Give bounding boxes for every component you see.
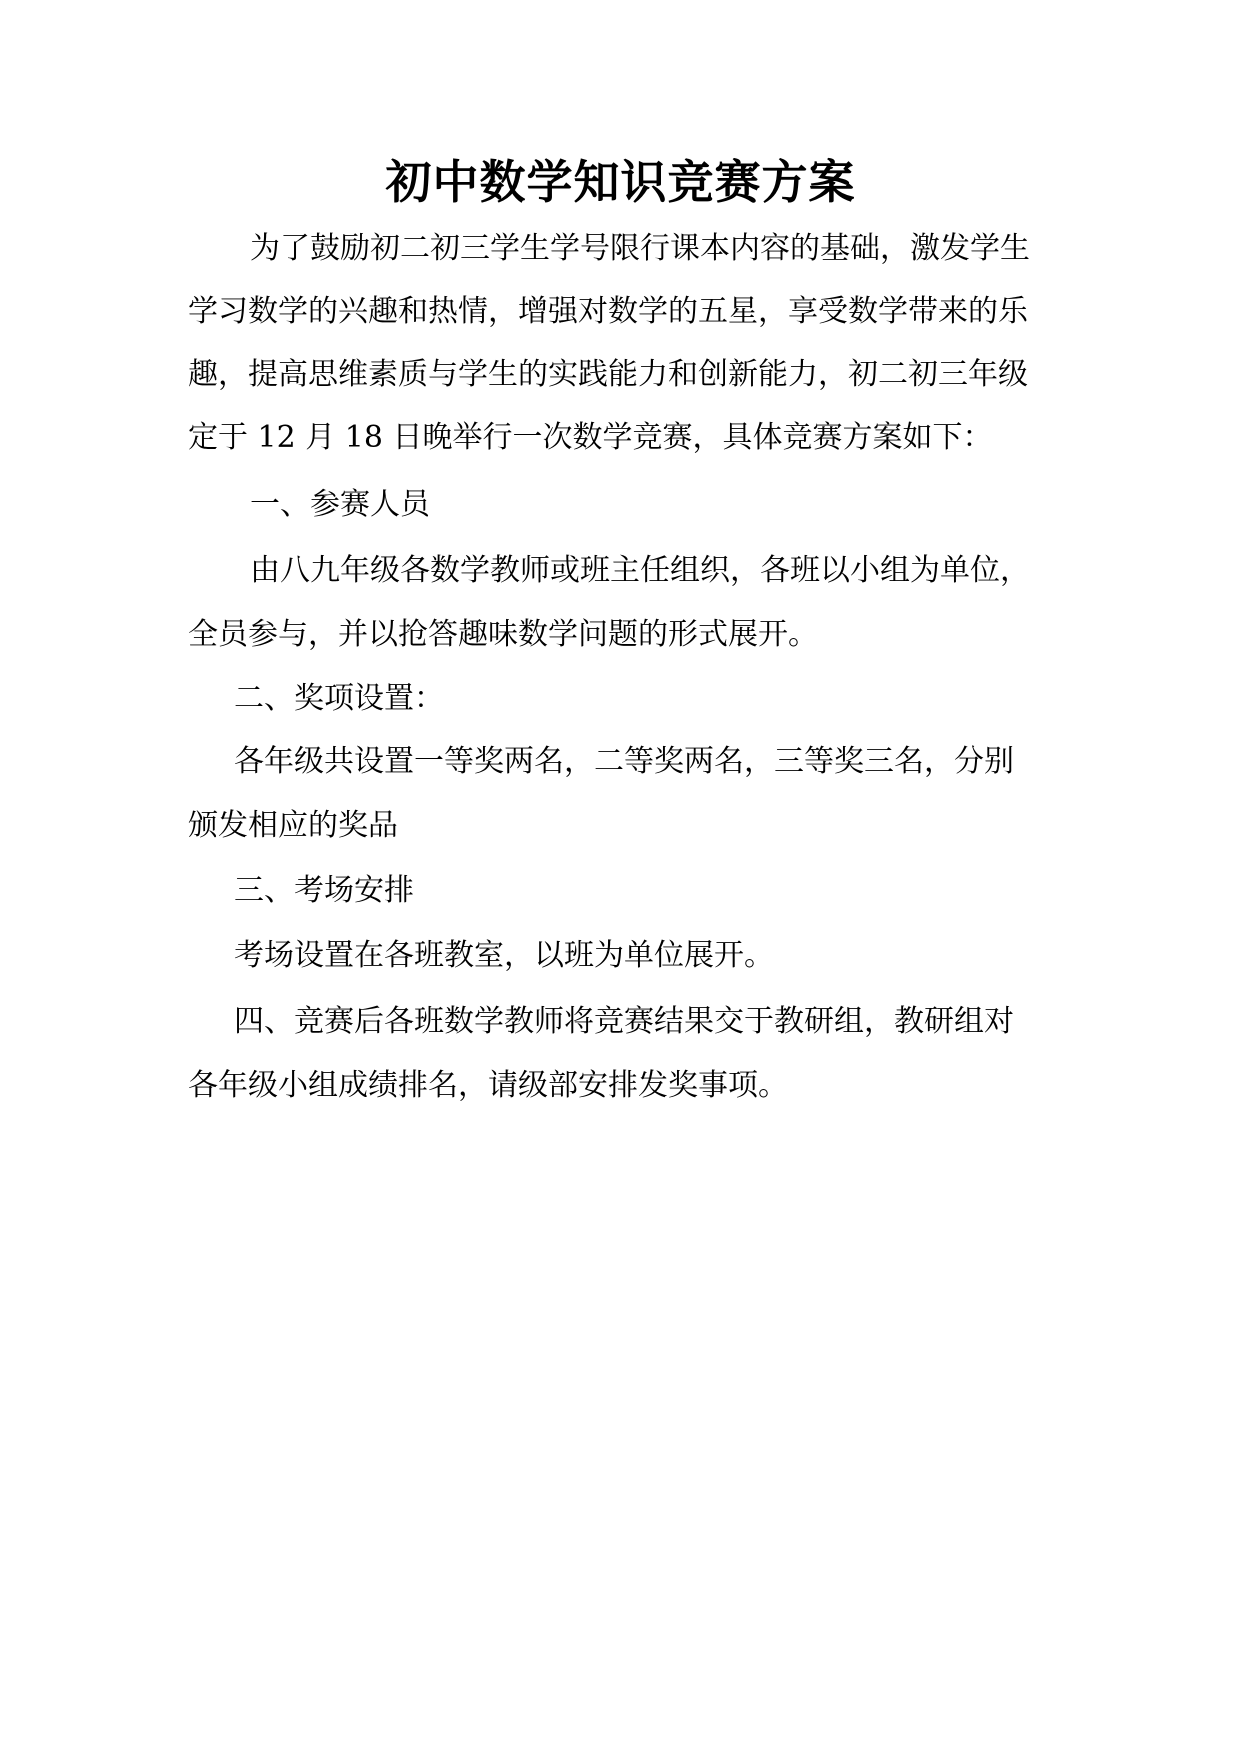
- section-4-line-1: 四、竞赛后各班数学教师将竞赛结果交于教研组，教研组对: [234, 1004, 1014, 1039]
- section-1-heading: 一、参赛人员: [250, 487, 430, 522]
- intro-line-4: 定于 12 月 18 日晚举行一次数学竞赛，具体竞赛方案如下：: [188, 420, 993, 455]
- section-1-line-2: 全员参与，并以抢答趣味数学问题的形式展开。: [188, 617, 818, 652]
- section-2-line-1: 各年级共设置一等奖两名，二等奖两名，三等奖三名，分别: [234, 744, 1014, 779]
- section-1-line-1: 由八九年级各数学教师或班主任组织，各班以小组为单位，: [250, 553, 1030, 588]
- intro-line-1: 为了鼓励初二初三学生学号限行课本内容的基础，激发学生: [250, 231, 1030, 266]
- intro-line-2: 学习数学的兴趣和热情，增强对数学的五星，享受数学带来的乐: [188, 294, 1028, 329]
- section-2-line-2: 颁发相应的奖品: [188, 808, 398, 843]
- section-3-line-1: 考场设置在各班教室，以班为单位展开。: [234, 938, 774, 973]
- section-3-heading: 三、考场安排: [234, 873, 414, 908]
- section-4-line-2: 各年级小组成绩排名，请级部安排发奖事项。: [188, 1068, 788, 1103]
- document-title: 初中数学知识竞赛方案: [385, 155, 856, 209]
- section-2-heading: 二、奖项设置：: [234, 681, 444, 716]
- intro-line-3: 趣，提高思维素质与学生的实践能力和创新能力，初二初三年级: [188, 357, 1028, 392]
